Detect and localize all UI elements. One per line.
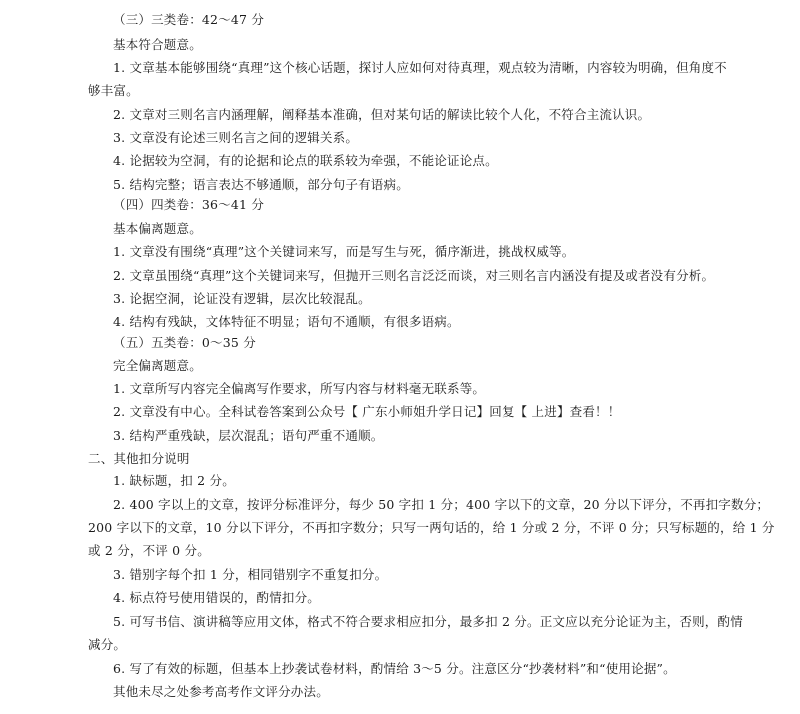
section5-item2: 2. 文章没有中心。全科试卷答案到公众号【 广东小师姐升学日记】回复【 上进】查看！！ bbox=[113, 404, 621, 419]
section5-summary: 完全偏离题意。 bbox=[113, 358, 202, 373]
section3-summary: 基本符合题意。 bbox=[113, 37, 202, 52]
other-item5-line2: 减分。 bbox=[88, 637, 127, 652]
other-item5-line1: 5. 可写书信、演讲稿等应用文体，格式不符合要求相应扣分，最多扣 2 分。正文应以充分论证为主，否则，酌情 bbox=[113, 614, 743, 629]
other-closing: 其他未尽之处参考高考作文评分办法。 bbox=[113, 684, 329, 699]
section5-heading: （五）五类卷：0～35 分 bbox=[113, 335, 256, 350]
section4-item2: 2. 文章虽围绕“真理”这个关键词来写，但抛开三则名言泛泛而谈，对三则名言内涵没有提及或者没有分析。 bbox=[113, 268, 715, 283]
section5-item3: 3. 结构严重残缺，层次混乱；语句严重不通顺。 bbox=[113, 428, 384, 443]
section3-item3: 3. 文章没有论述三则名言之间的逻辑关系。 bbox=[113, 130, 359, 145]
section3-item5: 5. 结构完整；语言表达不够通顺，部分句子有语病。 bbox=[113, 177, 409, 192]
other-item1: 1. 缺标题，扣 2 分。 bbox=[113, 473, 235, 488]
other-item2-line2: 200 字以下的文章，10 分以下评分，不再扣字数分；只写一两句话的，给 1 分或 2 分，不评 0 分；只写标题的，给 1 分 bbox=[88, 520, 775, 535]
section3-item2: 2. 文章对三则名言内涵理解，阐释基本准确，但对某句话的解读比较个人化，不符合主流认识。 bbox=[113, 107, 651, 122]
section3-item4: 4. 论据较为空洞，有的论据和论点的联系较为牵强，不能论证论点。 bbox=[113, 153, 498, 168]
section4-summary: 基本偏离题意。 bbox=[113, 221, 202, 236]
section5-item1: 1. 文章所写内容完全偏离写作要求，所写内容与材料毫无联系等。 bbox=[113, 381, 486, 396]
other-heading: 二、其他扣分说明 bbox=[88, 451, 190, 466]
section4-item3: 3. 论据空洞，论证没有逻辑，层次比较混乱。 bbox=[113, 291, 371, 306]
other-item3: 3. 错别字每个扣 1 分，相同错别字不重复扣分。 bbox=[113, 567, 388, 582]
section3-item1-line1: 1. 文章基本能够围绕“真理”这个核心话题，探讨人应如何对待真理，观点较为清晰，内容较为明确，但角度不 bbox=[113, 60, 727, 75]
other-item6: 6. 写了有效的标题，但基本上抄袭试卷材料，酌情给 3～5 分。注意区分“抄袭材料”和“使用论据”。 bbox=[113, 661, 676, 676]
section4-item4: 4. 结构有残缺，文体特征不明显；语句不通顺，有很多语病。 bbox=[113, 314, 460, 329]
other-item2-line1: 2. 400 字以上的文章，按评分标准评分，每少 50 字扣 1 分；400 字以下的文章，20 分以下评分，不再扣字数分； bbox=[113, 497, 770, 512]
section3-item1-line2: 够丰富。 bbox=[88, 83, 139, 98]
section3-heading: （三）三类卷：42～47 分 bbox=[113, 12, 265, 27]
other-item4: 4. 标点符号使用错误的，酌情扣分。 bbox=[113, 590, 321, 605]
section4-item1: 1. 文章没有围绕“真理”这个关键词来写，而是写生与死，循序渐进，挑战权威等。 bbox=[113, 244, 575, 259]
other-item2-line3: 或 2 分，不评 0 分。 bbox=[88, 543, 210, 558]
section4-heading: （四）四类卷：36～41 分 bbox=[113, 197, 265, 212]
